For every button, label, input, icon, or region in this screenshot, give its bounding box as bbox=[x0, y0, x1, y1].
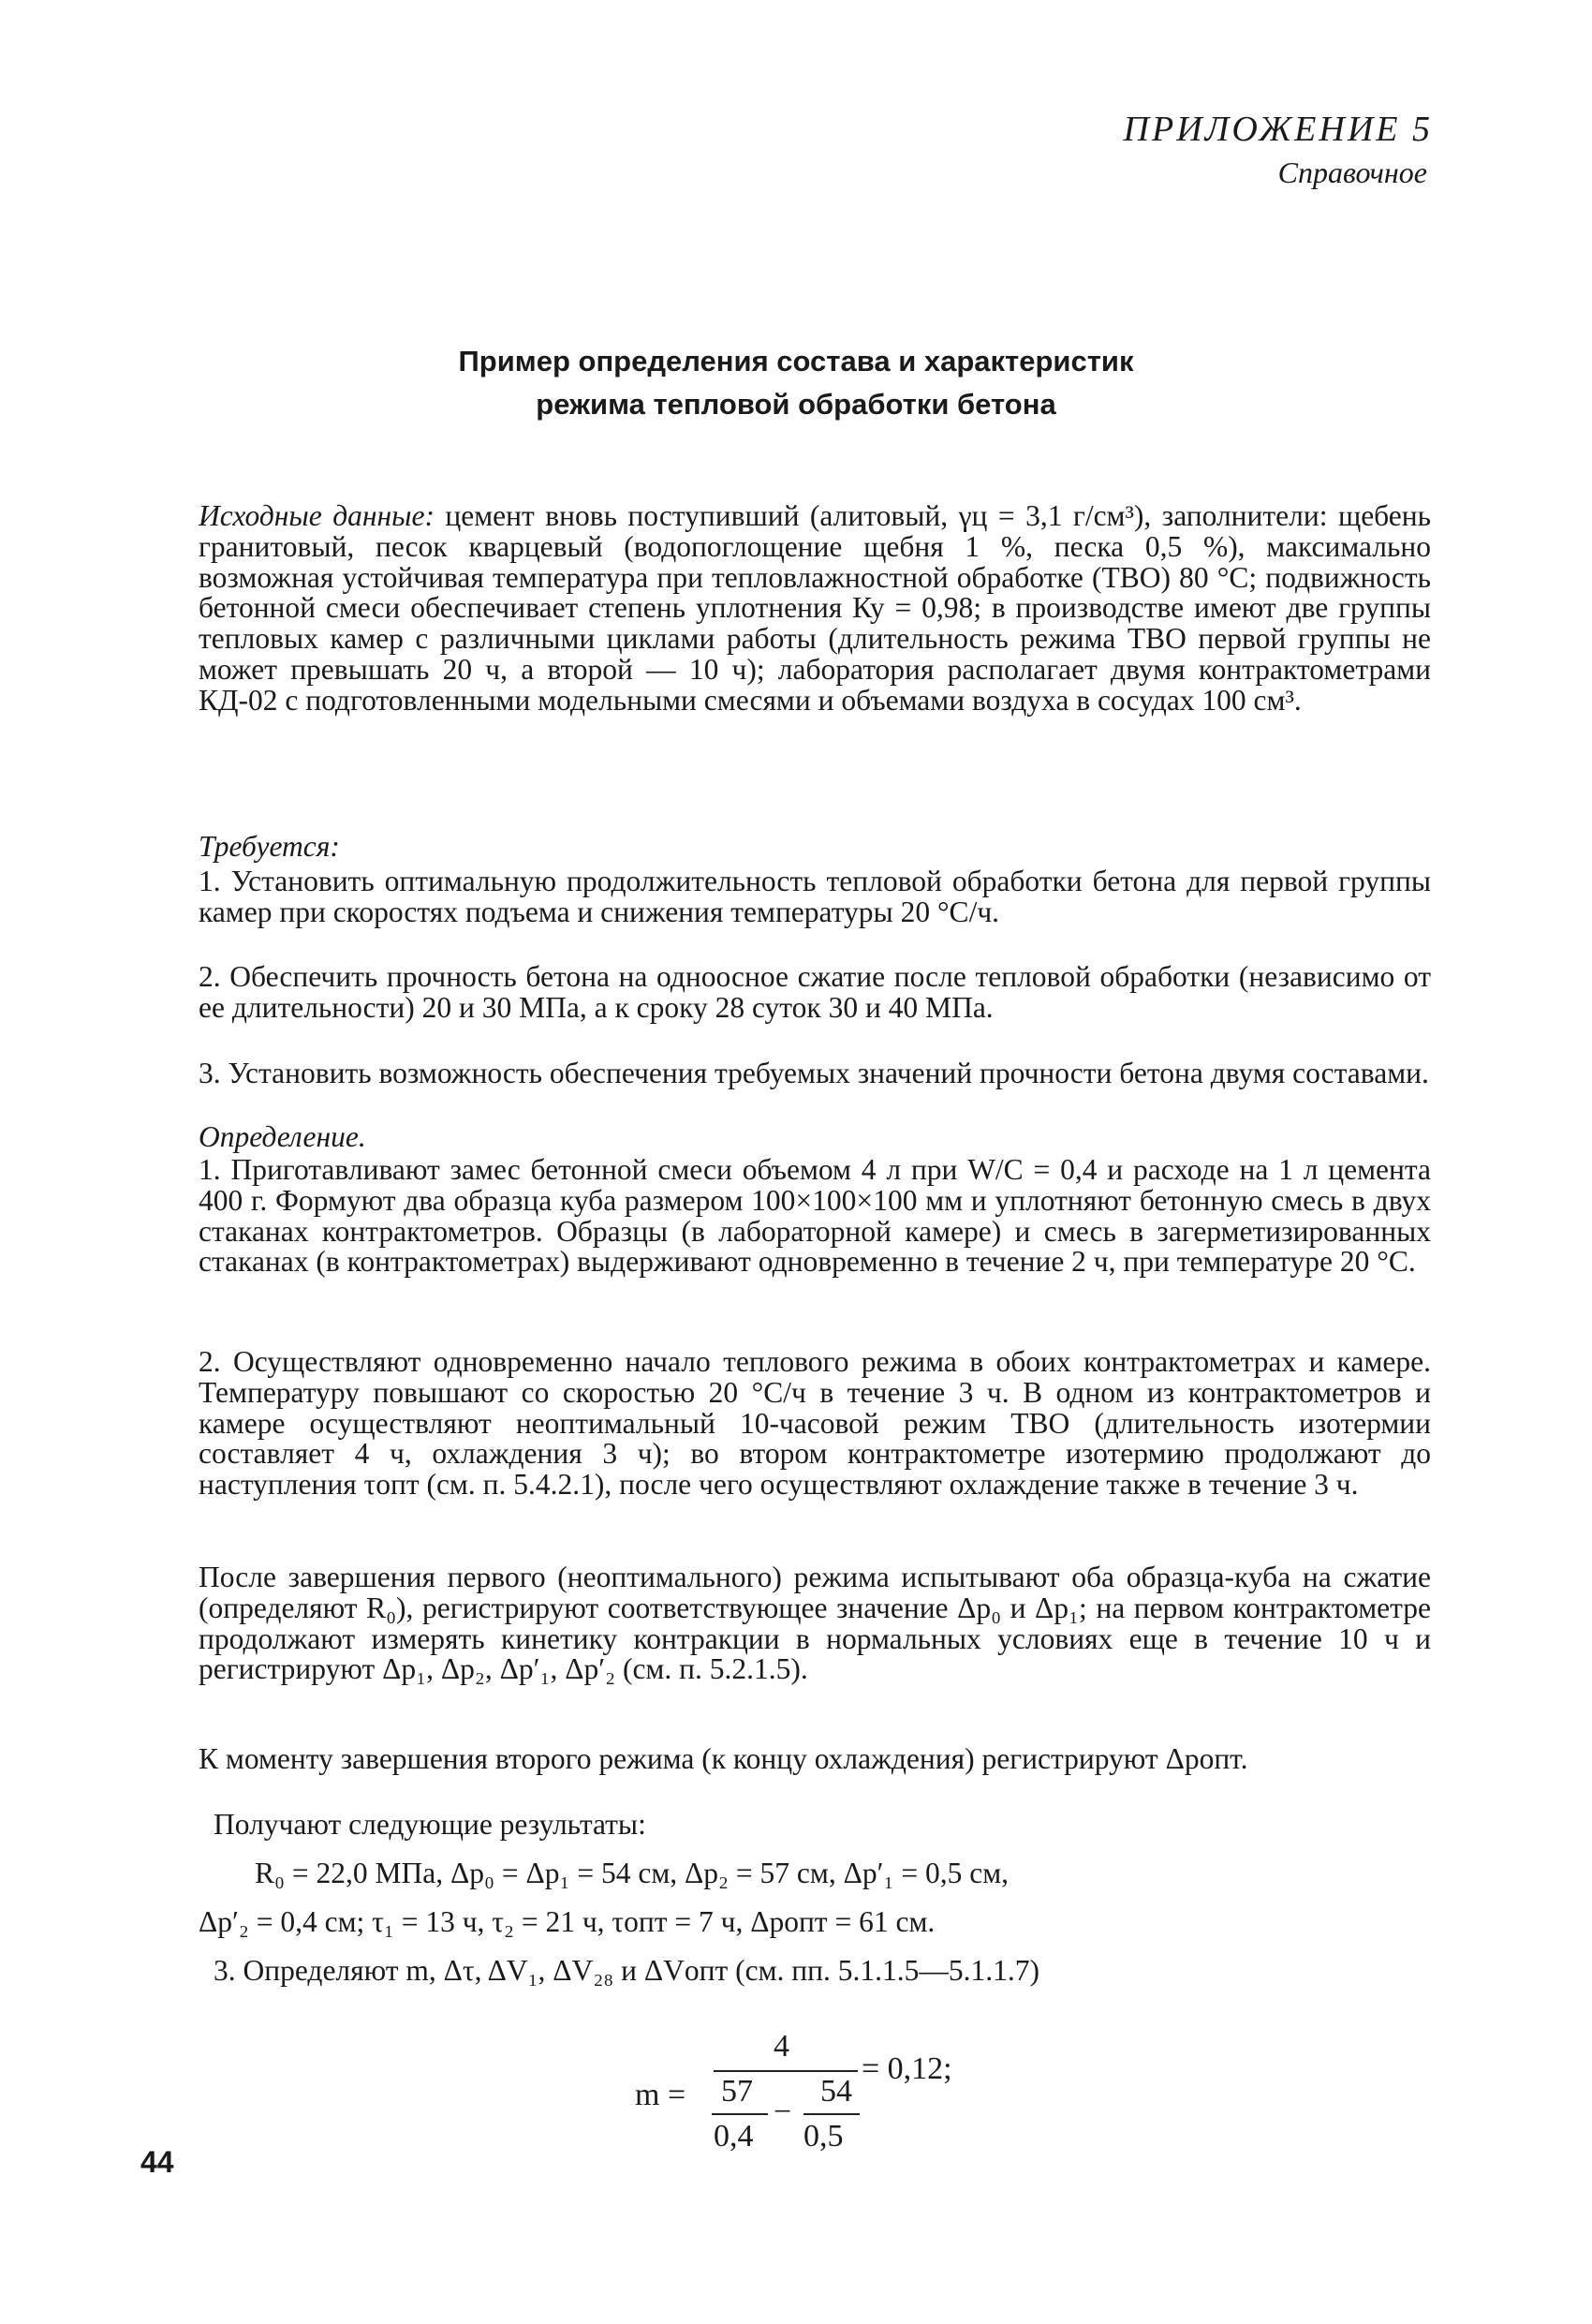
determination-label: Определение. bbox=[199, 1120, 366, 1153]
determination-paragraph-3: После завершения первого (неоптимального) режима испытывают оба образца-куба на сжатие (определяют R₀), регистрируют соответствующее значение Δp₀ и Δp₁; на первом контрактометре продолжают измерять кинетику контракции в нормальных условиях еще в течение 10 ч и регистрируют Δp₁, Δp₂, Δp′₁, Δp′₂ (см. п. 5.2.1.5). bbox=[199, 1561, 1431, 1686]
source-data-paragraph bbox=[199, 501, 1431, 717]
results-line-2: Δp′₂ = 0,4 см; τ₁ = 13 ч, τ₂ = 21 ч, τопт = 7 ч, Δpопт = 61 см. bbox=[199, 1905, 936, 1938]
formula-lhs: m = bbox=[635, 2078, 686, 2112]
formula-inner-num-right: 54 bbox=[820, 2074, 852, 2109]
required-item-1: 1. Установить оптимальную продолжительность тепловой обработки бетона для первой группы камер при скоростях подъема и снижения температуры 20 °С/ч. bbox=[199, 865, 1431, 928]
formula-inner-bar-left bbox=[712, 2113, 768, 2115]
required-item-3: 3. Установить возможность обеспечения требуемых значений прочности бетона двумя составами. bbox=[199, 1057, 1429, 1089]
step-3-line: 3. Определяют m, Δτ, ΔV₁, ΔV₂₈ и ΔVопт (см. пп. 5.1.1.5—5.1.1.7) bbox=[214, 1954, 1039, 1987]
formula-minus: − bbox=[774, 2095, 792, 2129]
determination-paragraph-4: К моменту завершения второго режима (к концу охлаждения) регистрируют Δpопт. bbox=[199, 1742, 1248, 1775]
formula-numerator: 4 bbox=[774, 2029, 789, 2064]
results-line-1: R₀ = 22,0 МПа, Δp₀ = Δp₁ = 54 см, Δp₂ = 57 см, Δp′₁ = 0,5 см, bbox=[255, 1857, 1010, 1889]
formula-inner-num-left: 57 bbox=[721, 2074, 753, 2109]
document-title-line-2: режима тепловой обработки бетона bbox=[536, 388, 1056, 421]
formula-inner-bar-right bbox=[803, 2113, 860, 2115]
determination-item-1: 1. Приготавливают замес бетонной смеси объемом 4 л при W/C = 0,4 и расходе на 1 л цемента 400 г. Формуют два образца куба размером 100×100×100 мм и уплотняют бетонную смесь в двух стаканах контрактометров. Образцы (в лабораторной камере) и смесь в загерметизированных стаканах (в контрактометрах) выдерживают одновременно в течение 2 ч, при температуре 20 °С. bbox=[199, 1153, 1431, 1279]
document-title-line-1: Пример определения состава и характеристик bbox=[458, 345, 1134, 377]
formula-main-fraction-bar bbox=[714, 2070, 858, 2072]
page-number: 44 bbox=[140, 2145, 174, 2179]
required-item-2: 2. Обеспечить прочность бетона на одноосное сжатие после тепловой обработки (независимо от ее длительности) 20 и 30 МПа, а к сроку 28 суток 30 и 40 МПа. bbox=[199, 960, 1431, 1024]
results-intro: Получают следующие результаты: bbox=[214, 1808, 646, 1841]
required-label: Требуется: bbox=[199, 830, 340, 863]
formula-inner-den-left: 0,4 bbox=[714, 2119, 754, 2154]
annex-label: ПРИЛОЖЕНИЕ 5 bbox=[1123, 110, 1433, 149]
formula-inner-den-right: 0,5 bbox=[803, 2119, 844, 2154]
annex-type: Справочное bbox=[1277, 155, 1427, 189]
source-data-text: цемент вновь поступивший (алитовый, γц = 3,1 г/см³), заполнители: щебень гранитовый, песок кварцевый (водопоглощение щебня 1 %, песка 0,5 %), максимально возможная устойчивая температура при тепловлажностной обработке (ТВО) 80 °С; подвижность бетонной смеси обеспечивает степень уплотнения Ку = 0,98; в производстве имеют две группы тепловых камер с различными циклами работы (длительность режима ТВО первой группы не может превышать 20 ч, а второй — 10 ч); лаборатория располагает двумя контрактометрами КД-02 с подготовленными модельными смесями и объемами воздуха в сосудах 100 см³. bbox=[199, 499, 1431, 717]
formula-result: = 0,12; bbox=[862, 2051, 952, 2086]
source-data-label: Исходные данные: bbox=[199, 499, 435, 532]
determination-item-2: 2. Осуществляют одновременно начало теплового режима в обоих контрактометрах и камере. Температуру повышают со скоростью 20 °С/ч в течение 3 ч. В одном из контрактометров и камере осуществляют неоптимальный 10-часовой режим ТВО (длительность изотермии составляет 4 ч, охлаждения 3 ч); во втором контрактометре изотермию продолжают до наступления τопт (см. п. 5.4.2.1), после чего осуществляют охлаждение также в течение 3 ч. bbox=[199, 1345, 1431, 1502]
